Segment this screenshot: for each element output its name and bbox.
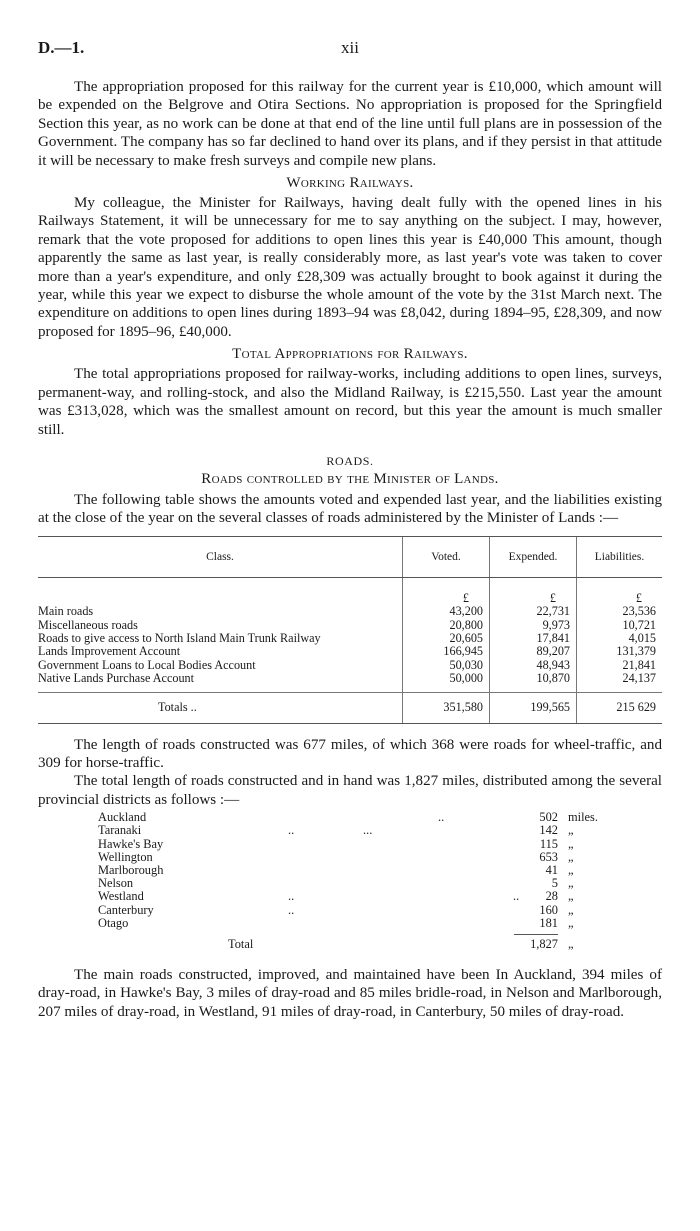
district-name: Hawke's Bay [98, 836, 164, 851]
currency-symbol: £ [490, 577, 577, 605]
district-row: Taranaki .. ... 142 „ [98, 823, 574, 838]
row-liabilities: 10,721 [577, 619, 663, 632]
district-miles: 181 [539, 915, 558, 930]
district-row [98, 917, 628, 930]
page-header [38, 38, 662, 60]
table-row [38, 632, 662, 645]
row-voted: 166,945 [403, 645, 490, 658]
district-miles: 160 [539, 902, 558, 917]
district-miles: 115 [539, 836, 558, 851]
district-unit: miles. [568, 810, 598, 825]
district-name: Marlborough [98, 862, 164, 877]
district-list [98, 811, 628, 954]
district-total-row [98, 934, 628, 954]
document-code: D.—1. [38, 38, 85, 57]
totals-label-text: Totals [158, 699, 188, 714]
row-class-name: Native Lands Purchase Account [38, 671, 195, 686]
row-class-name: Miscellaneous roads [38, 617, 138, 632]
currency-symbol: £ [577, 577, 663, 605]
district-unit: „ [568, 876, 574, 891]
row-voted: 20,605 [403, 632, 490, 645]
roads-table [38, 536, 662, 724]
district-name: Wellington [98, 849, 153, 864]
district-row [98, 864, 628, 877]
table-row [38, 619, 662, 632]
district-name: Otago [98, 915, 129, 930]
district-row: Canterbury .. 160 „ [98, 902, 574, 917]
table-cell-blank [38, 577, 403, 605]
page-body [38, 78, 662, 1021]
table-row [38, 605, 662, 618]
table-row [38, 659, 662, 672]
totals-label: Totals .. [38, 692, 403, 723]
district-unit: „ [568, 902, 574, 917]
row-expended: 89,207 [490, 645, 577, 658]
row-class-name: Roads to give access to North Island Main Trunk Railway [38, 630, 321, 645]
district-unit: „ [568, 862, 574, 877]
totals-expended: 199,565 [490, 692, 577, 723]
district-miles: 142 [539, 823, 558, 838]
district-miles: 41 [545, 862, 558, 877]
row-expended: 17,841 [490, 632, 577, 645]
row-class-name: Government Loans to Local Bodies Account [38, 657, 256, 672]
table-header-voted: Voted. [403, 536, 490, 577]
heading-roads-controlled: Roads controlled by the Minister of Lands. [201, 470, 499, 487]
row-expended: 22,731 [490, 605, 577, 618]
table-row [38, 645, 662, 658]
row-voted: 43,200 [403, 605, 490, 618]
row-liabilities: 4,015 [577, 632, 663, 645]
table-body [38, 577, 662, 723]
district-total-unit: „ [568, 936, 574, 951]
table-currency-row [38, 577, 662, 605]
row-class-name: Lands Improvement Account [38, 644, 181, 659]
heading-roads: ROADS. [326, 453, 374, 468]
district-name: Westland [98, 889, 144, 904]
district-row: Auckland .. 502 miles. [98, 810, 598, 825]
district-row [98, 838, 628, 851]
table-header-expended: Expended. [490, 536, 577, 577]
paragraph-main-roads: The main roads constructed, improved, and maintained have been In Auckland, 394 miles of dray-road, in Hawke's Bay, 3 miles of dray-road and 85 miles bridle-road, in Nelson and Marlborough, 207 miles of dray-road, in Westland, 91 miles of dray-road, in Canterbury, 50 miles of dray-road. [38, 966, 662, 1020]
district-unit: „ [568, 889, 574, 904]
row-voted: 50,030 [403, 659, 490, 672]
district-miles: 5 [551, 876, 558, 891]
heading-total-appropriations: Total Appropriations for Railways. [232, 346, 468, 363]
district-miles: 653 [539, 849, 558, 864]
total-rule [514, 934, 558, 935]
row-liabilities: 23,536 [577, 605, 663, 618]
currency-symbol: £ [403, 577, 490, 605]
paragraph-roads-table-intro: The following table shows the amounts voted and expended last year, and the liabilities existing at the close of the year on the several classes of roads administered by the Minister of Lands :— [38, 491, 662, 527]
paragraph-roads-length: The length of roads constructed was 677 miles, of which 368 were roads for wheel-traffic, and 309 for horse-traffic. [38, 736, 662, 771]
row-liabilities: 24,137 [577, 672, 663, 685]
row-expended: 9,973 [490, 619, 577, 632]
paragraph-appropriation: The appropriation proposed for this railway for the current year is £10,000, which amount will be expended on the Belgrove and Otira Sections. No appropriation is proposed for the Springfield Section this year, as no work can be done at that end of the line until full plans are in possession of the Government. The company has so far declined to hand over its plans, and if they persist in that attitude it will be necessary to make fresh surveys and compile new plans. [38, 79, 662, 169]
district-row [98, 851, 628, 864]
table-totals-row [38, 692, 662, 723]
district-unit: „ [568, 915, 574, 930]
row-voted: 50,000 [403, 672, 490, 685]
district-miles: 28 [545, 889, 558, 904]
district-unit: „ [568, 823, 574, 838]
paragraph-working-railways: My colleague, the Minister for Railways, having dealt fully with the opened lines in his Railways Statement, it will be unnecessary for me to say anything on the subject. I may, however, remark that the vote proposed for additions to open lines this year is £40,000 This amount, though apparently the same as last year, is really considerably more, as last year's vote was taken to cover more than a year's expenditure, and only £28,309 was actually brought to book against it during the year, while this year we expect to disburse the whole amount of the vote by the 31st March next. The expenditure on additions to open lines during 1893–94 was £8,042, during 1894–95, £28,309, and now proposed for 1895–96, £40,000. [38, 195, 662, 340]
district-unit: „ [568, 849, 574, 864]
table-header-liabilities: Liabilities. [577, 536, 663, 577]
district-row: Westland .. .. 28 „ [98, 889, 574, 904]
paragraph-roads-distribution: The total length of roads constructed and in hand was 1,827 miles, distributed among the several provincial districts as follows :— [38, 773, 662, 808]
district-unit: „ [568, 836, 574, 851]
row-class-name: Main roads [38, 604, 94, 619]
table-header-class: Class. [38, 536, 403, 577]
district-name: Taranaki [98, 823, 142, 838]
totals-voted: 351,580 [403, 692, 490, 723]
totals-liabilities: 215 629 [577, 692, 663, 723]
district-total-miles: 1,827 [530, 936, 558, 951]
row-voted: 20,800 [403, 619, 490, 632]
page-number: xii [341, 38, 359, 57]
row-liabilities: 21,841 [577, 659, 663, 672]
district-total-label: Total [228, 936, 254, 951]
district-name: Canterbury [98, 902, 154, 917]
district-name: Auckland [98, 810, 147, 825]
table-row [38, 672, 662, 685]
paragraph-total-appropriations: The total appropriations proposed for railway-works, including additions to open lines, surveys, permanent-way, and rolling-stock, and also the Midland Railway, is £215,550. Last year the amount was £313,028, which was the smallest amount on record, but this year the amount is much smaller still. [38, 366, 662, 438]
row-expended: 48,943 [490, 659, 577, 672]
district-miles: 502 [539, 810, 558, 825]
district-name: Nelson [98, 876, 134, 891]
row-expended: 10,870 [490, 672, 577, 685]
heading-working-railways: Working Railways. [286, 175, 414, 192]
row-liabilities: 131,379 [577, 645, 663, 658]
